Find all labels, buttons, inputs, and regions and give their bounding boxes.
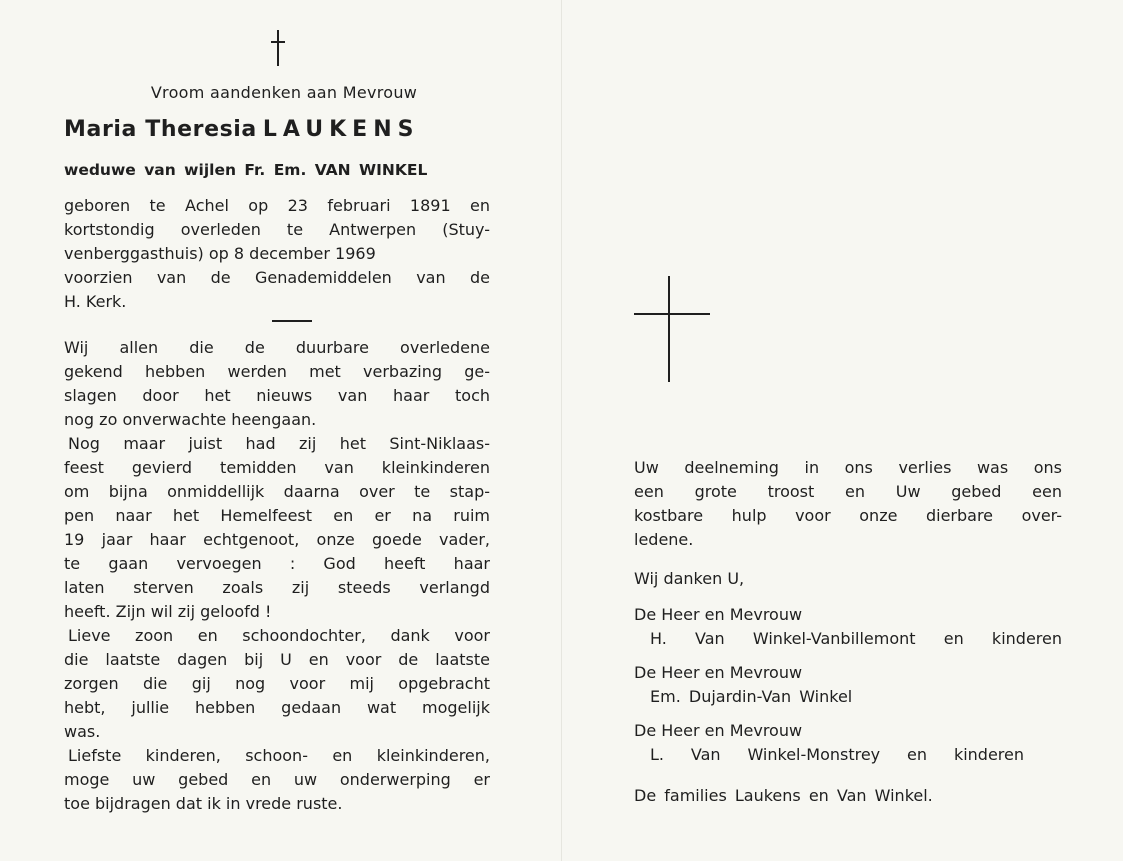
cross-icon [634, 276, 712, 382]
message-line: zorgen die gij nog voor mij opgebracht [64, 674, 490, 693]
message-line: hebt, jullie hebben gedaan wat mogelijk [64, 698, 490, 717]
message-line: Liefste kinderen, schoon- en kleinkinderen, [68, 746, 490, 765]
message-line: laten sterven zoals zij steeds verlangd [64, 578, 490, 597]
bio-line: H. Kerk. [64, 292, 127, 311]
bio-line: kortstondig overleden te Antwerpen (Stuy- [64, 220, 490, 239]
bio-line: venberggasthuis) op 8 december 1969 [64, 244, 376, 263]
message-line: Nog maar juist had zij het Sint-Niklaas- [68, 434, 490, 453]
message-line: toe bijdragen dat ik in vrede ruste. [64, 794, 343, 813]
signatory-title: De Heer en Mevrouw [634, 605, 803, 624]
message-line: Wij allen die de duurbare overledene [64, 338, 490, 357]
thanks-line: Uw deelneming in ons verlies was ons [634, 458, 1062, 477]
bio-paragraph [64, 194, 490, 314]
families-line: De families Laukens en Van Winkel. [634, 786, 933, 805]
cross-icon [271, 30, 285, 66]
message-line: om bijna onmiddellijk daarna over te stap- [64, 482, 490, 501]
thanks-line: ledene. [634, 530, 694, 549]
message-line: die laatste dagen bij U en voor de laatste [64, 650, 490, 669]
divider-line [272, 320, 312, 322]
message-line: pen naar het Hemelfeest en er na ruim [64, 506, 490, 525]
bio-line: voorzien van de Genademiddelen van de [64, 268, 490, 287]
given-names: Maria Theresia [64, 117, 257, 142]
signatory-title: De Heer en Mevrouw [634, 721, 803, 740]
signatory-names: H. Van Winkel-Vanbillemont en kinderen [650, 629, 1062, 648]
card-fold [561, 0, 562, 861]
signatory-title: De Heer en Mevrouw [634, 663, 803, 682]
message-line: gekend hebben werden met verbazing ge- [64, 362, 490, 381]
widow-line: weduwe van wijlen Fr. Em. VAN WINKEL [64, 161, 428, 179]
message-line: 19 jaar haar echtgenoot, onze goede vader, [64, 530, 490, 549]
message-line: slagen door het nieuws van haar toch [64, 386, 490, 405]
deceased-name [64, 118, 419, 142]
message-line: nog zo onverwachte heengaan. [64, 410, 317, 429]
message-paragraph [64, 336, 490, 816]
wij-danken: Wij danken U, [634, 569, 745, 588]
message-line: feest gevierd temidden van kleinkinderen [64, 458, 490, 477]
message-line: te gaan vervoegen : God heeft haar [64, 554, 490, 573]
message-line: heeft. Zijn wil zij geloofd ! [64, 602, 272, 621]
surname: LAUKENS [262, 117, 420, 142]
signatory-names: L. Van Winkel-Monstrey en kinderen [650, 745, 1024, 764]
thanks-line: kostbare hulp voor onze dierbare over- [634, 506, 1062, 525]
message-line: was. [64, 722, 101, 741]
intro-line: Vroom aandenken aan Mevrouw [150, 83, 418, 102]
message-line: Lieve zoon en schoondochter, dank voor [68, 626, 490, 645]
thanks-paragraph [634, 456, 1062, 552]
signatory-names: Em. Dujardin-Van Winkel [650, 687, 853, 706]
message-line: moge uw gebed en uw onderwerping er [64, 770, 490, 789]
bio-line: geboren te Achel op 23 februari 1891 en [64, 196, 490, 215]
thanks-line: een grote troost en Uw gebed een [634, 482, 1062, 501]
